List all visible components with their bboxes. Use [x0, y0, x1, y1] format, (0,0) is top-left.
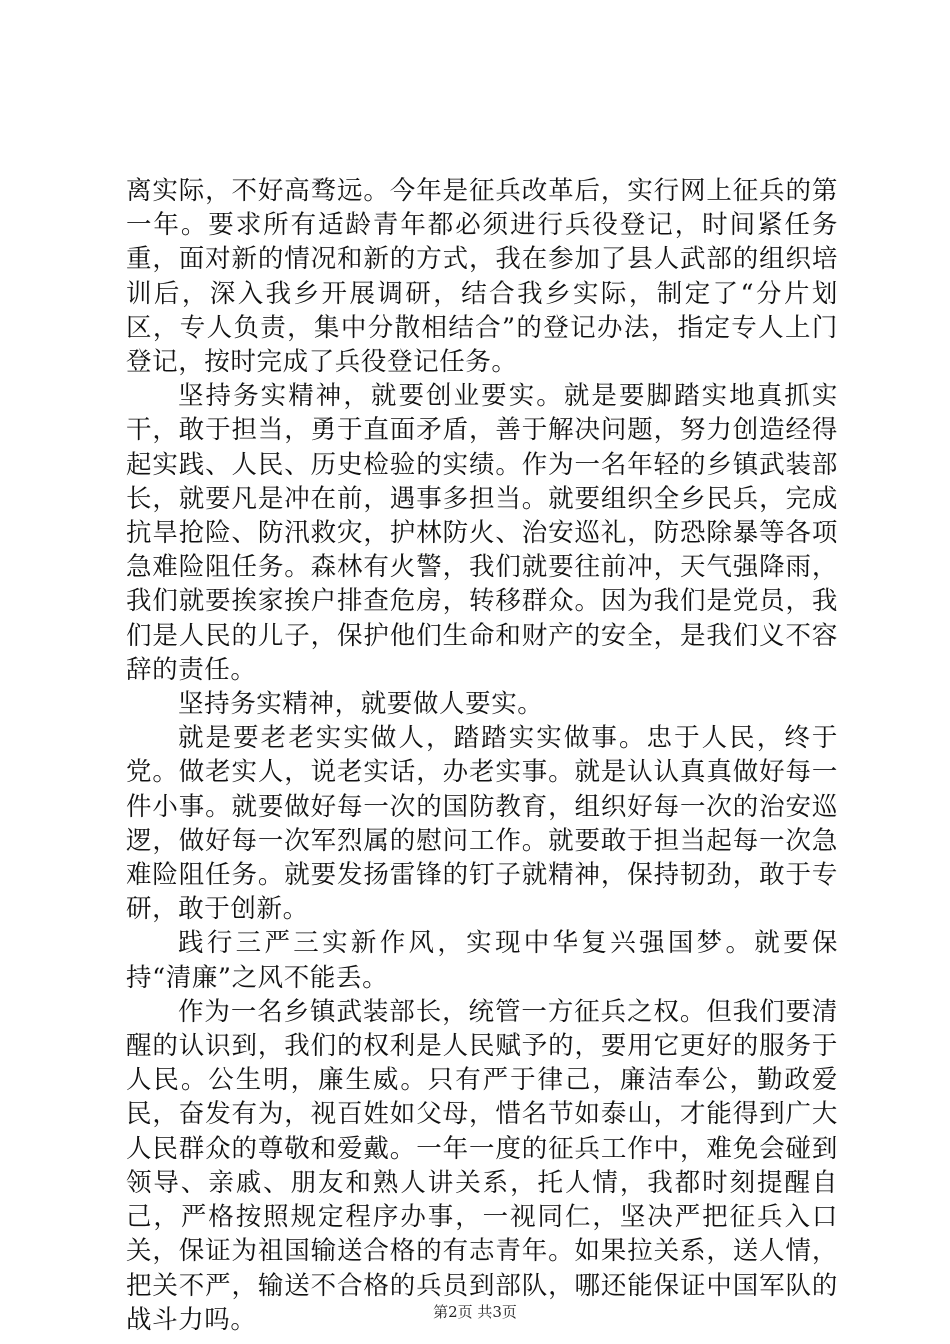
page-number-label: 第2页 共3页 [433, 1303, 517, 1321]
page-footer [0, 1302, 950, 1322]
paragraph: 离实际，不好高骛远。今年是征兵改革后，实行网上征兵的第一年。要求所有适龄青年都必须进行兵役登记，时间紧任务重，面对新的情况和新的方式，我在参加了县人武部的组织培训后，深入我乡开展调研，结合我乡实际，制定了“分片划区，专人负责，集中分散相结合”的登记办法，指定专人上门登记，按时完成了兵役登记任务。 [126, 176, 838, 378]
paragraph: 坚持务实精神，就要创业要实。就是要脚踏实地真抓实干，敢于担当，勇于直面矛盾，善于解决问题，努力创造经得起实践、人民、历史检验的实绩。作为一名年轻的乡镇武装部长，就要凡是冲在前，遇事多担当。就要组织全乡民兵，完成抗旱抢险、防汛救灾，护林防火、治安巡礼，防恐除暴等各项急难险阻任务。森林有火警，我们就要往前冲，天气强降雨，我们就要挨家挨户排查危房，转移群众。因为我们是党员，我们是人民的儿子，保护他们生命和财产的安全，是我们义不容辞的责任。 [126, 381, 838, 685]
document-body [126, 174, 838, 1337]
paragraph: 践行三严三实新作风，实现中华复兴强国梦。就要保持“清廉”之风不能丢。 [126, 928, 838, 993]
paragraph: 作为一名乡镇武装部长，统管一方征兵之权。但我们要清醒的认识到，我们的权利是人民赋予的，要用它更好的服务于人民。公生明，廉生威。只有严于律己，廉洁奉公，勤政爱民，奋发有为，视百姓如父母，惜名节如泰山，才能得到广大人民群众的尊敬和爱戴。一年一度的征兵工作中，难免会碰到领导、亲戚、朋友和熟人讲关系，托人情，我都时刻提醒自己，严格按照规定程序办事，一视同仁，坚决严把征兵入口关，保证为祖国输送合格的有志青年。如果拉关系，送人情，把关不严，输送不合格的兵员到部队，哪还能保证中国军队的战斗力吗。 [126, 996, 838, 1335]
paragraph: 就是要老老实实做人，踏踏实实做事。忠于人民，终于党。做老实人，说老实话，办老实事。就是认认真真做好每一件小事。就要做好每一次的国防教育，组织好每一次的治安巡逻，做好每一次军烈属的慰问工作。就要敢于担当起每一次急难险阻任务。就要发扬雷锋的钉子就精神，保持韧劲，敢于专研，敢于创新。 [126, 723, 838, 925]
paragraph: 坚持务实精神，就要做人要实。 [178, 689, 544, 720]
